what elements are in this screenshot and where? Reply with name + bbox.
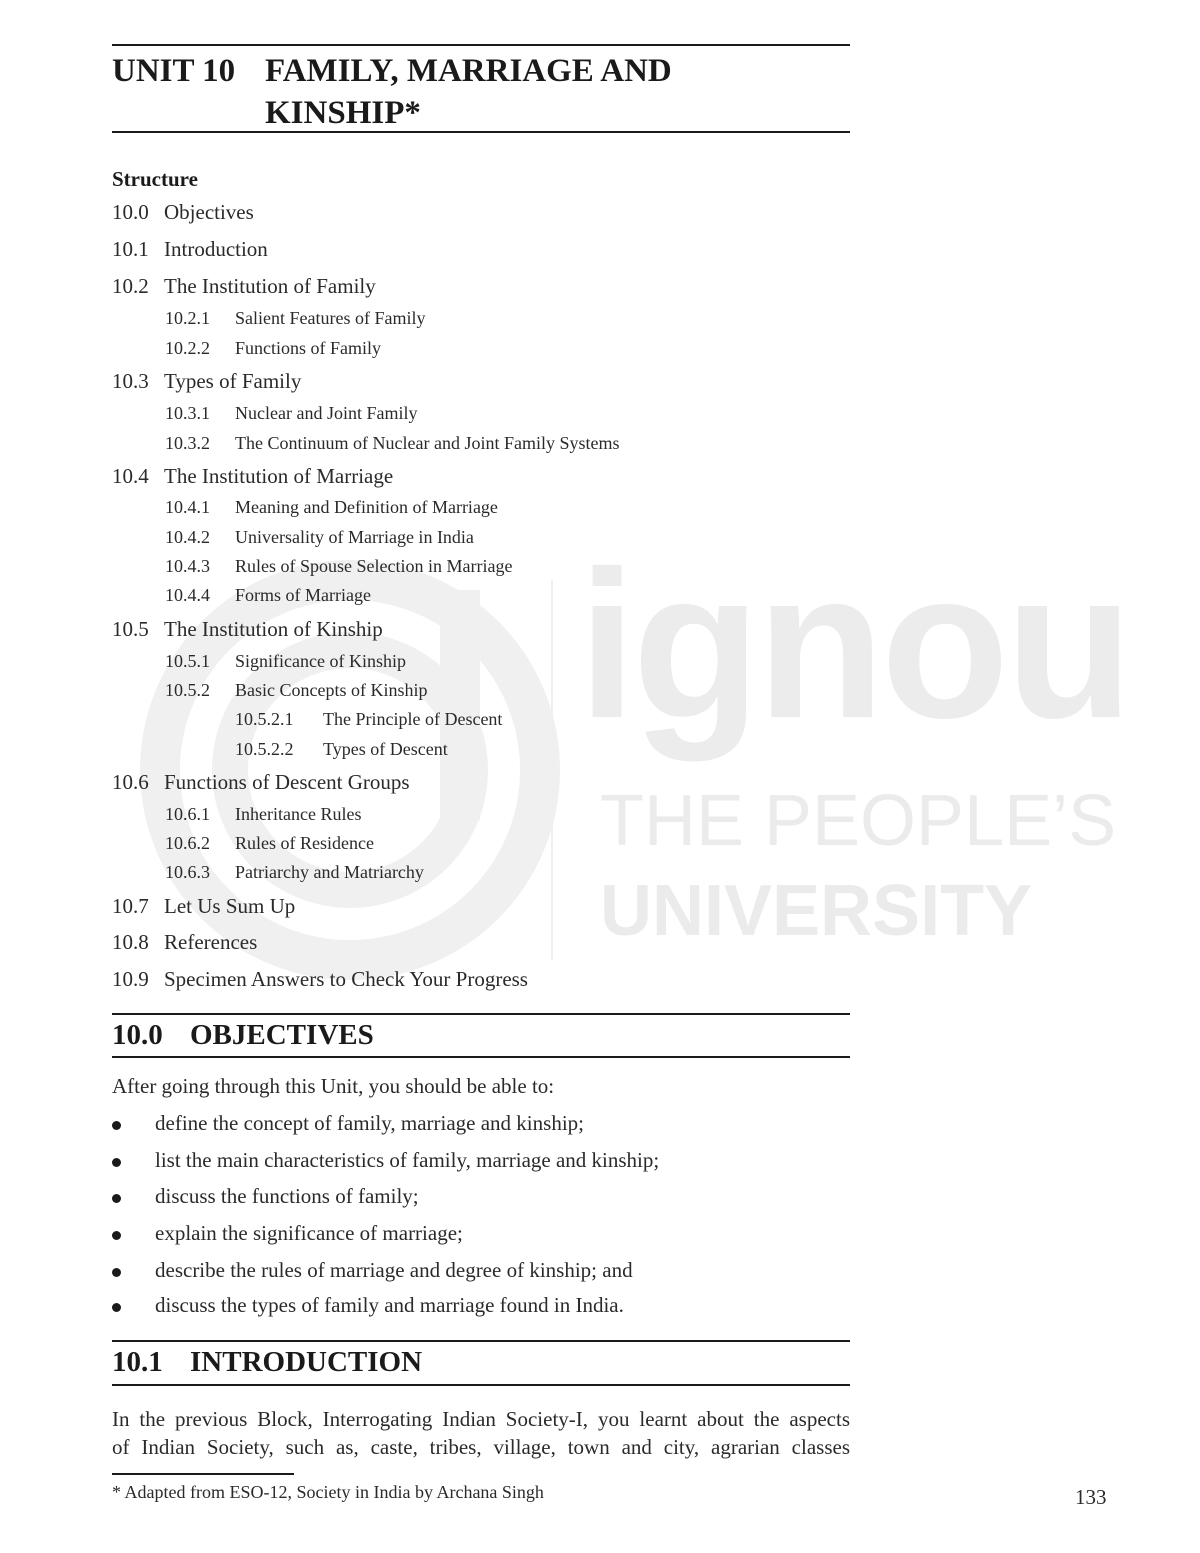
toc-item: 10.6.3 Patriarchy and Matriarchy [165,862,424,882]
toc-item: 10.3.1 Nuclear and Joint Family [165,403,418,423]
toc-item: 10.9 Specimen Answers to Check Your Progress [112,967,528,991]
bullet-dot-icon [112,1268,121,1277]
watermark-line-1: THE PEOPLE’S [600,781,1117,861]
objectives-bottom-rule [112,1056,850,1058]
toc-item: 10.4.1 Meaning and Definition of Marriage [165,497,498,517]
introduction-line-1: In the previous Block, Interrogating Indian Society-I, you learnt about the aspects [112,1407,850,1431]
toc-item: 10.6 Functions of Descent Groups [112,770,410,794]
introduction-paragraph [112,1405,850,1461]
toc-item: 10.5 The Institution of Kinship [112,617,383,641]
toc-item: 10.2 The Institution of Family [112,274,376,298]
toc-item: 10.8 References [112,930,258,954]
unit-title-line-2: KINSHIP* [265,95,421,131]
watermark-divider [551,580,553,960]
bullet-dot-icon [112,1231,121,1240]
unit-title-line-1: FAMILY, MARRIAGE AND [265,53,672,89]
toc-item: 10.2.2 Functions of Family [165,338,382,358]
header-top-rule [112,44,850,46]
unit-number: UNIT 10 [112,53,236,89]
toc-item: 10.5.1 Significance of Kinship [165,651,406,671]
toc-item: 10.5.2 Basic Concepts of Kinship [165,680,428,700]
toc-item: 10.6.1 Inheritance Rules [165,804,362,824]
toc-item: 10.1 Introduction [112,237,268,261]
bullet-dot-icon [112,1121,121,1130]
bullet-dot-icon [112,1194,121,1203]
introduction-line-2: of Indian Society, such as, caste, tribes, village, town and city, agrarian classes [112,1435,850,1459]
structure-heading: Structure [112,167,198,191]
footnote: * Adapted from ESO-12, Society in India by Archana Singh [112,1482,544,1502]
watermark-line-2: UNIVERSITY [600,871,1033,951]
bullet-dot-icon [112,1303,121,1312]
toc-item: 10.7 Let Us Sum Up [112,894,296,918]
watermark-brand: ignou [578,527,1130,762]
introduction-top-rule [112,1340,850,1342]
toc-item: 10.6.2 Rules of Residence [165,833,374,853]
introduction-bottom-rule [112,1384,850,1386]
page-number: 133 [1075,1485,1107,1509]
bullet-dot-icon [112,1158,121,1167]
objectives-heading: 10.0 OBJECTIVES [112,1019,374,1051]
header-bottom-rule [112,131,850,133]
objectives-top-rule [112,1013,850,1015]
toc-item: 10.4.4 Forms of Marriage [165,585,371,605]
toc-item: 10.4 The Institution of Marriage [112,464,394,488]
toc-item: 10.5.2.2 Types of Descent [235,739,448,759]
toc-item: 10.2.1 Salient Features of Family [165,308,426,328]
footnote-rule [112,1473,294,1475]
toc-item: 10.4.3 Rules of Spouse Selection in Marriage [165,556,513,576]
toc-item: 10.4.2 Universality of Marriage in India [165,527,474,547]
toc-item: 10.3.2 The Continuum of Nuclear and Joint Family Systems [165,433,620,453]
introduction-heading: 10.1 INTRODUCTION [112,1346,423,1378]
toc-item: 10.5.2.1 The Principle of Descent [235,709,503,729]
objectives-intro: After going through this Unit, you should be able to: [112,1074,555,1098]
toc-item: 10.0 Objectives [112,200,254,224]
toc-item: 10.3 Types of Family [112,369,302,393]
